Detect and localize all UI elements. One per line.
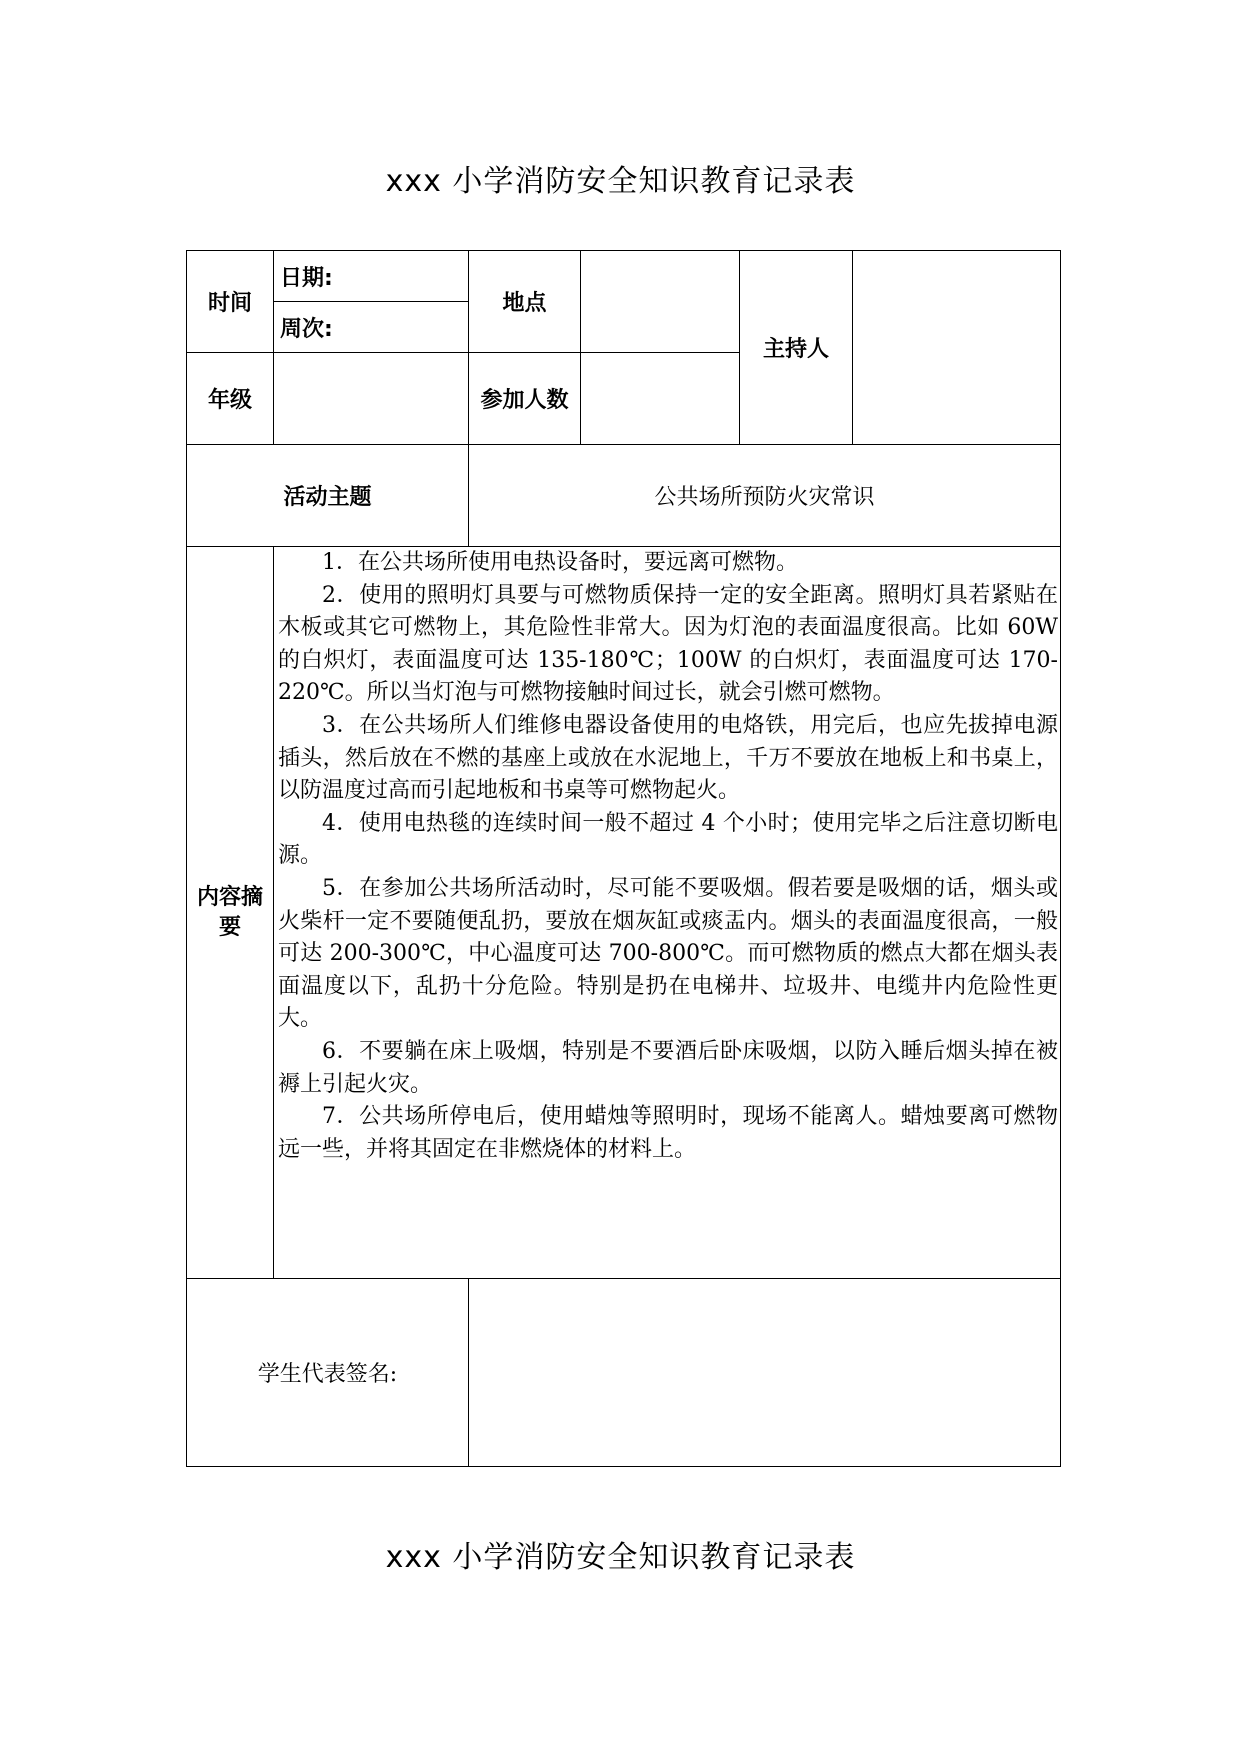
- time-label: 时间: [187, 251, 274, 353]
- host-label: 主持人: [740, 251, 853, 445]
- page-title: xxx 小学消防安全知识教育记录表: [385, 164, 856, 199]
- location-value[interactable]: [581, 251, 740, 353]
- date-label: 日期:: [274, 251, 469, 302]
- location-label: 地点: [469, 251, 581, 353]
- record-table: [186, 250, 1061, 1467]
- content-paragraph-4: 4．使用电热毯的连续时间一般不超过 4 个小时；使用完毕之后注意切断电源。: [278, 810, 1058, 869]
- grade-value[interactable]: [274, 353, 469, 445]
- content-paragraph-2: 2．使用的照明灯具要与可燃物质保持一定的安全距离。照明灯具若紧贴在木板或其它可燃物上，其危险性非常大。因为灯泡的表面温度很高。比如 60W 的白炽灯，表面温度可达 135-180℃；100W 的白炽灯，表面温度可达 170-220℃。所以当灯泡与可燃物接触时间过长，就会引燃可燃物。: [278, 582, 1058, 706]
- signature-label: 学生代表签名:: [187, 1279, 469, 1467]
- content-paragraph-6: 6．不要躺在床上吸烟，特别是不要酒后卧床吸烟，以防入睡后烟头掉在被褥上引起火灾。: [278, 1038, 1058, 1097]
- content-paragraph-7: 7．公共场所停电后，使用蜡烛等照明时，现场不能离人。蜡烛要离可燃物远一些，并将其固定在非燃烧体的材料上。: [278, 1104, 1058, 1162]
- signature-value[interactable]: [469, 1279, 1061, 1467]
- host-value[interactable]: [853, 251, 1061, 445]
- content-summary: [274, 547, 1061, 1279]
- content-paragraph-3: 3．在公共场所人们维修电器设备使用的电烙铁，用完后，也应先拔掉电源插头，然后放在不燃的基座上或放在水泥地上，千万不要放在地板上和书桌上，以防温度过高而引起地板和书桌等可燃物起火。: [278, 712, 1058, 804]
- content-paragraph-1: 1．在公共场所使用电热设备时，要远离可燃物。: [322, 550, 798, 575]
- content-label: 内容摘要: [187, 547, 274, 1279]
- participants-value[interactable]: [581, 353, 740, 445]
- theme-value: 公共场所预防火灾常识: [469, 445, 1061, 547]
- next-page-title: xxx 小学消防安全知识教育记录表: [385, 1540, 856, 1575]
- theme-label: 活动主题: [187, 445, 469, 547]
- participants-label: 参加人数: [469, 353, 581, 445]
- week-label: 周次:: [274, 302, 469, 353]
- content-paragraph-5: 5．在参加公共场所活动时，尽可能不要吸烟。假若要是吸烟的话，烟头或火柴杆一定不要随便乱扔，要放在烟灰缸或痰盂内。烟头的表面温度很高，一般可达 200-300℃，中心温度可达 700-800℃。而可燃物质的燃点大都在烟头表面温度以下，乱扔十分危险。特别是扔在电梯井、垃圾井、电缆井内危险性更大。: [278, 875, 1058, 1032]
- grade-label: 年级: [187, 353, 274, 445]
